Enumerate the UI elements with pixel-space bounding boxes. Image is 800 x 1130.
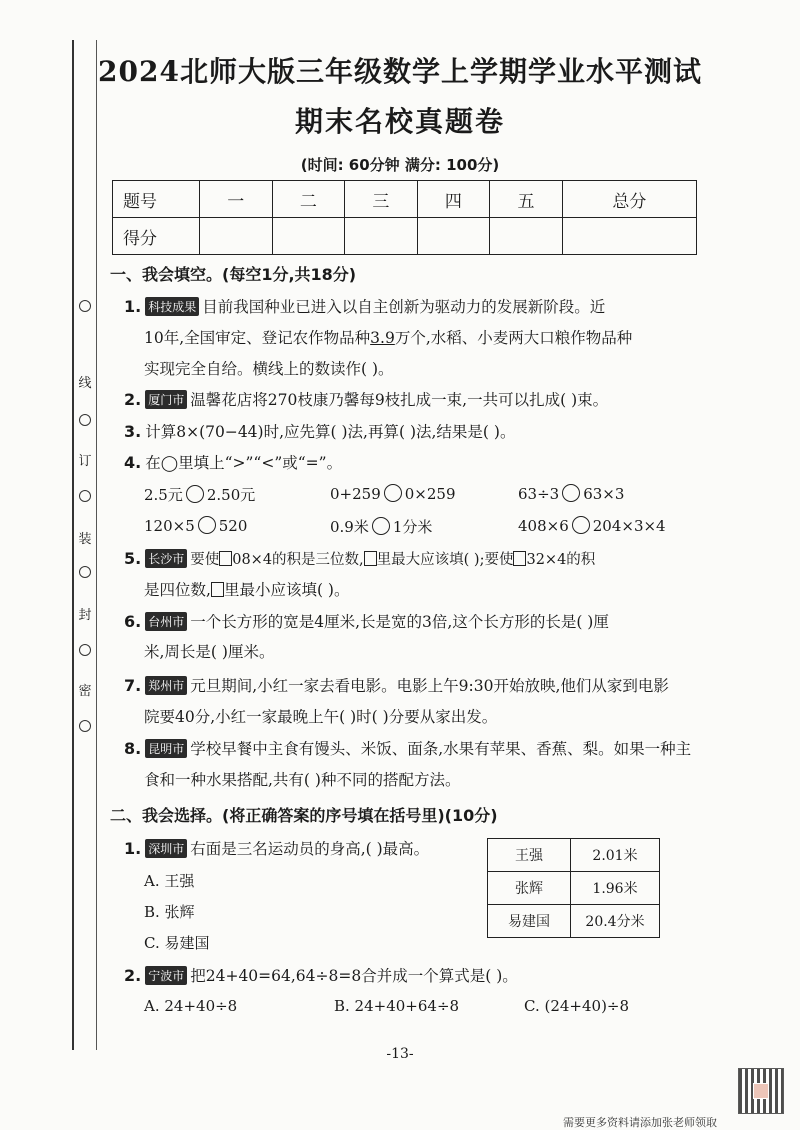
question-1-7-line2: 院要40分,小红一家最晚上午( )时( )分要从家出发。 (144, 708, 498, 726)
question-1-1-line2 (144, 326, 632, 348)
qr-code-icon (738, 1068, 784, 1114)
exam-title: 2024北师大版三年级数学上学期学业水平测试 (98, 55, 702, 88)
question-number: 2. (124, 390, 142, 409)
compare-item (518, 484, 624, 503)
compare-right: 1分米 (392, 518, 433, 536)
score-cell[interactable] (200, 218, 273, 255)
source-tag: 台州市 (145, 612, 187, 631)
question-text: 目前我国种业已进入以自主创新为驱动力的发展新阶段。近 (202, 298, 606, 316)
score-header-cell: 题号 (113, 181, 200, 218)
question-text: 是四位数, (144, 581, 211, 599)
athlete-name: 易建国 (488, 905, 571, 938)
question-1-5-line2 (144, 578, 349, 600)
question-number: 2. (124, 966, 142, 985)
compare-circle[interactable] (384, 484, 402, 502)
source-tag: 郑州市 (145, 676, 187, 695)
question-1-2 (124, 388, 608, 410)
question-1-1-line3: 实现完全自给。横线上的数读作( )。 (144, 360, 394, 378)
compare-circle[interactable] (198, 516, 216, 534)
score-table (112, 180, 697, 255)
question-text: 里最小应该填( )。 (223, 581, 350, 599)
question-number: 7. (124, 676, 142, 695)
question-number: 5. (124, 549, 142, 568)
compare-left: 0+259 (330, 485, 381, 503)
compare-right: 520 (218, 517, 248, 535)
source-tag: 深圳市 (145, 839, 187, 858)
option-a[interactable]: A. 王强 (144, 872, 195, 890)
question-1-8 (124, 737, 691, 759)
margin-mark-xian: 线 (78, 376, 92, 391)
question-1-6-line2: 米,周长是( )厘米。 (144, 643, 275, 661)
binding-hole (79, 490, 91, 502)
table-row (488, 839, 660, 872)
question-text: 里最大应该填( );要使 (376, 552, 514, 568)
answer-box[interactable] (513, 551, 526, 566)
question-number: 1. (124, 297, 142, 316)
score-header-cell: 二 (272, 181, 345, 218)
answer-box[interactable] (219, 551, 232, 566)
compare-circle[interactable] (572, 516, 590, 534)
compare-circle[interactable] (186, 485, 204, 503)
score-row-label: 得分 (113, 218, 200, 255)
source-tag: 科技成果 (145, 297, 199, 316)
compare-right: 204×3×4 (592, 517, 666, 535)
binding-hole (79, 644, 91, 656)
exam-subtitle: 期末名校真题卷 (294, 105, 505, 138)
source-tag: 厦门市 (145, 390, 187, 409)
score-header-row (113, 181, 697, 218)
compare-item (144, 484, 255, 505)
score-cell[interactable] (562, 218, 696, 255)
answer-box[interactable] (211, 582, 224, 597)
question-1-8-line2: 食和一种水果搭配,共有( )种不同的搭配方法。 (144, 771, 461, 789)
qr-avatar (753, 1083, 769, 1099)
question-text: 把24+40=64,64÷8=8合并成一个算式是( )。 (190, 967, 518, 985)
score-value-row (113, 218, 697, 255)
score-cell[interactable] (272, 218, 345, 255)
margin-mark-ding: 订 (78, 454, 92, 469)
question-text: 要使 (190, 552, 220, 568)
binding-hole (79, 414, 91, 426)
athlete-height: 20.4分米 (571, 905, 660, 938)
athlete-height: 1.96米 (571, 872, 660, 905)
question-text: 万个,水稻、小麦两大口粮作物品种 (394, 329, 633, 347)
option-c[interactable]: C. (24+40)÷8 (524, 997, 630, 1015)
question-1-5 (124, 548, 595, 569)
question-1-6 (124, 610, 609, 632)
compare-left: 63÷3 (518, 485, 560, 503)
score-header-cell: 四 (417, 181, 490, 218)
question-text: 温馨花店将270枝康乃馨每9枝扎成一束,一共可以扎成( )束。 (190, 391, 609, 409)
compare-circle[interactable] (562, 484, 580, 502)
compare-left: 2.5元 (144, 486, 183, 504)
question-1-1 (124, 295, 605, 317)
question-1-4 (124, 451, 342, 473)
binding-line-inner (96, 40, 97, 1050)
score-cell[interactable] (490, 218, 563, 255)
compare-left: 0.9米 (330, 518, 369, 536)
option-c[interactable]: C. 易建国 (144, 934, 210, 952)
question-number: 8. (124, 739, 142, 758)
option-a[interactable]: A. 24+40÷8 (144, 997, 238, 1015)
compare-item (144, 516, 247, 535)
height-table (487, 838, 660, 938)
question-number: 1. (124, 839, 142, 858)
compare-item (330, 516, 432, 537)
compare-right: 0×259 (404, 485, 456, 503)
margin-mark-mi: 密 (78, 684, 92, 699)
question-1-3 (124, 420, 515, 442)
source-tag: 长沙市 (145, 549, 187, 568)
question-number: 6. (124, 612, 142, 631)
score-cell[interactable] (345, 218, 418, 255)
question-1-7 (124, 674, 669, 696)
binding-line-outer (72, 40, 74, 1050)
question-text: 10年,全国审定、登记农作物品种 (144, 329, 371, 347)
margin-mark-feng: 封 (78, 608, 92, 623)
question-text: 一个长方形的宽是4厘米,长是宽的3倍,这个长方形的长是( )厘 (190, 613, 609, 631)
athlete-name: 张辉 (488, 872, 571, 905)
binding-hole (79, 720, 91, 732)
margin-mark-zhuang: 装 (78, 532, 92, 547)
score-cell[interactable] (417, 218, 490, 255)
compare-left: 408×6 (518, 517, 569, 535)
question-text: 右面是三名运动员的身高,( )最高。 (190, 840, 430, 858)
option-b[interactable]: B. 张辉 (144, 903, 195, 921)
question-number: 3. (124, 422, 142, 441)
score-header-cell: 总分 (562, 181, 696, 218)
table-row (488, 905, 660, 938)
score-header-cell: 五 (490, 181, 563, 218)
binding-hole (79, 566, 91, 578)
score-header-cell: 三 (345, 181, 418, 218)
compare-left: 120×5 (144, 517, 195, 535)
question-text: 学校早餐中主食有馒头、米饭、面条,水果有苹果、香蕉、梨。如果一种主 (190, 740, 692, 758)
footer-note: 需要更多资料请添加张老师领取 (563, 1116, 717, 1129)
compare-item (330, 484, 456, 503)
underlined-number: 3.9 (370, 329, 395, 347)
question-number: 4. (124, 453, 142, 472)
question-text: 计算8×(70−44)时,应先算( )法,再算( )法,结果是( )。 (145, 423, 516, 441)
compare-right: 63×3 (583, 485, 625, 503)
binding-hole (79, 300, 91, 312)
athlete-height: 2.01米 (571, 839, 660, 872)
table-row (488, 872, 660, 905)
section1-heading: 一、我会填空。(每空1分,共18分) (110, 265, 357, 284)
page-number: -13- (386, 1046, 414, 1062)
exam-meta: (时间: 60分钟 满分: 100分) (300, 156, 500, 174)
source-tag: 昆明市 (145, 739, 187, 758)
answer-box[interactable] (364, 551, 377, 566)
question-text: 32×4的积 (526, 552, 596, 568)
question-text: 08×4的积是三位数, (232, 552, 364, 568)
score-header-cell: 一 (200, 181, 273, 218)
compare-circle[interactable] (372, 517, 390, 535)
section2-heading: 二、我会选择。(将正确答案的序号填在括号里)(10分) (110, 806, 498, 825)
question-text: 在◯里填上“>”“<”或“=”。 (145, 454, 343, 472)
option-b[interactable]: B. 24+40+64÷8 (334, 997, 460, 1015)
question-2-2 (124, 964, 518, 986)
question-2-1 (124, 837, 429, 859)
compare-right: 2.50元 (206, 486, 256, 504)
question-text: 元旦期间,小红一家去看电影。电影上午9:30开始放映,他们从家到电影 (190, 677, 669, 695)
source-tag: 宁波市 (145, 966, 187, 985)
compare-item (518, 516, 666, 535)
athlete-name: 王强 (488, 839, 571, 872)
